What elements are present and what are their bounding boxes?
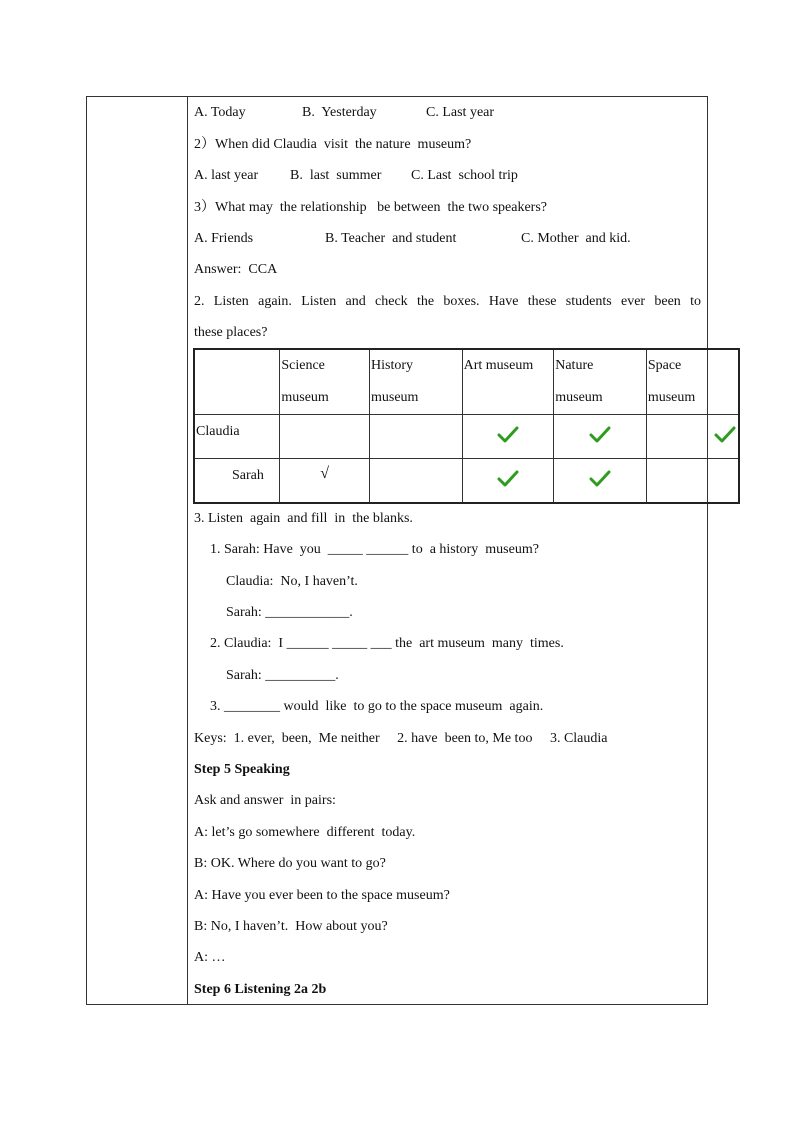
museum-check-table [193, 348, 740, 504]
dialogue-line: A: Have you ever been to the space museum? [194, 888, 450, 903]
header-line: Science [281, 358, 325, 373]
header-line: Space [647, 358, 682, 373]
check-icon [589, 425, 611, 445]
table-cell [370, 459, 463, 503]
header-cell [280, 349, 370, 415]
q2-option-b: B. last summer [290, 168, 382, 183]
q3-option-a: A. Friends [194, 231, 254, 246]
step5-title: Step 5 Speaking [194, 762, 290, 777]
header-cell [462, 349, 554, 415]
q3-option-c: C. Mother and kid. [521, 231, 631, 246]
dialogue-line: B: No, I haven’t. How about you? [194, 919, 388, 934]
q1-option-b: B. Yesterday [302, 105, 377, 120]
header-line: museum [555, 390, 603, 405]
dialogue-line: A: … [194, 950, 226, 965]
task2-instruction-cont: these places? [194, 325, 268, 340]
task3-item2-blank: Sarah: __________. [226, 668, 339, 683]
q1-option-a: A. Today [194, 105, 246, 120]
q1-option-c: C. Last year [426, 105, 495, 120]
table-cell [462, 415, 554, 459]
task3-item1-q: 1. Sarah: Have you _____ ______ to a history museum? [210, 542, 539, 557]
q2-option-c: C. Last school trip [411, 168, 518, 183]
table-corner-cell [194, 349, 280, 415]
table-cell [646, 415, 739, 459]
table-cell [554, 459, 647, 503]
header-line: Nature [555, 358, 594, 373]
task3-item1-blank: Sarah: ____________. [226, 605, 353, 620]
task3-item2-q: 2. Claudia: I ______ _____ ___ the art museum many times. [210, 636, 564, 651]
header-line: museum [281, 390, 329, 405]
check-icon [497, 469, 519, 489]
dialogue-line: B: OK. Where do you want to go? [194, 856, 386, 871]
task3-title: 3. Listen again and fill in the blanks. [194, 511, 413, 526]
table-row [194, 415, 739, 459]
q2-question: 2）When did Claudia visit the nature museum? [194, 137, 472, 152]
check-icon [497, 425, 519, 445]
task3-item3: 3. ________ would like to go to the space museum again. [210, 699, 544, 714]
header-line: museum [371, 390, 419, 405]
q2-option-a: A. last year [194, 168, 259, 183]
header-cell [554, 349, 647, 415]
answer-line: Answer: CCA [194, 262, 278, 277]
table-cell [462, 459, 554, 503]
row-name: Claudia [196, 424, 240, 439]
check-icon [714, 425, 736, 445]
header-line: Art museum [463, 358, 534, 373]
keys-line: Keys: 1. ever, been, Me neither 2. have been to, Me too 3. Claudia [194, 731, 608, 746]
table-cell [280, 459, 370, 503]
row-name-cell [194, 415, 280, 459]
q3-question: 3）What may the relationship be between the two speakers? [194, 200, 547, 215]
dialogue-line: A: let’s go somewhere different today. [194, 825, 416, 840]
table-header-row [194, 349, 739, 415]
task2-instruction: 2. Listen again. Listen and check the boxes. Have these students ever been to [194, 294, 701, 309]
row-name: Sarah [232, 468, 264, 483]
step5-intro: Ask and answer in pairs: [194, 793, 336, 808]
table-cell [370, 415, 463, 459]
task3-item1-reply: Claudia: No, I haven’t. [226, 574, 358, 589]
header-cell [646, 349, 739, 415]
table-cell [646, 459, 739, 503]
header-cell [370, 349, 463, 415]
check-icon [589, 469, 611, 489]
row-name-cell [194, 459, 280, 503]
header-line: museum [647, 390, 696, 405]
table-cell [280, 415, 370, 459]
table-row [194, 459, 739, 503]
table-cell [554, 415, 647, 459]
header-line: History [371, 358, 413, 373]
step6-title: Step 6 Listening 2a 2b [194, 982, 327, 997]
root-check-mark: √ [320, 465, 330, 482]
column-divider [187, 97, 188, 1004]
q3-option-b: B. Teacher and student [325, 231, 457, 246]
